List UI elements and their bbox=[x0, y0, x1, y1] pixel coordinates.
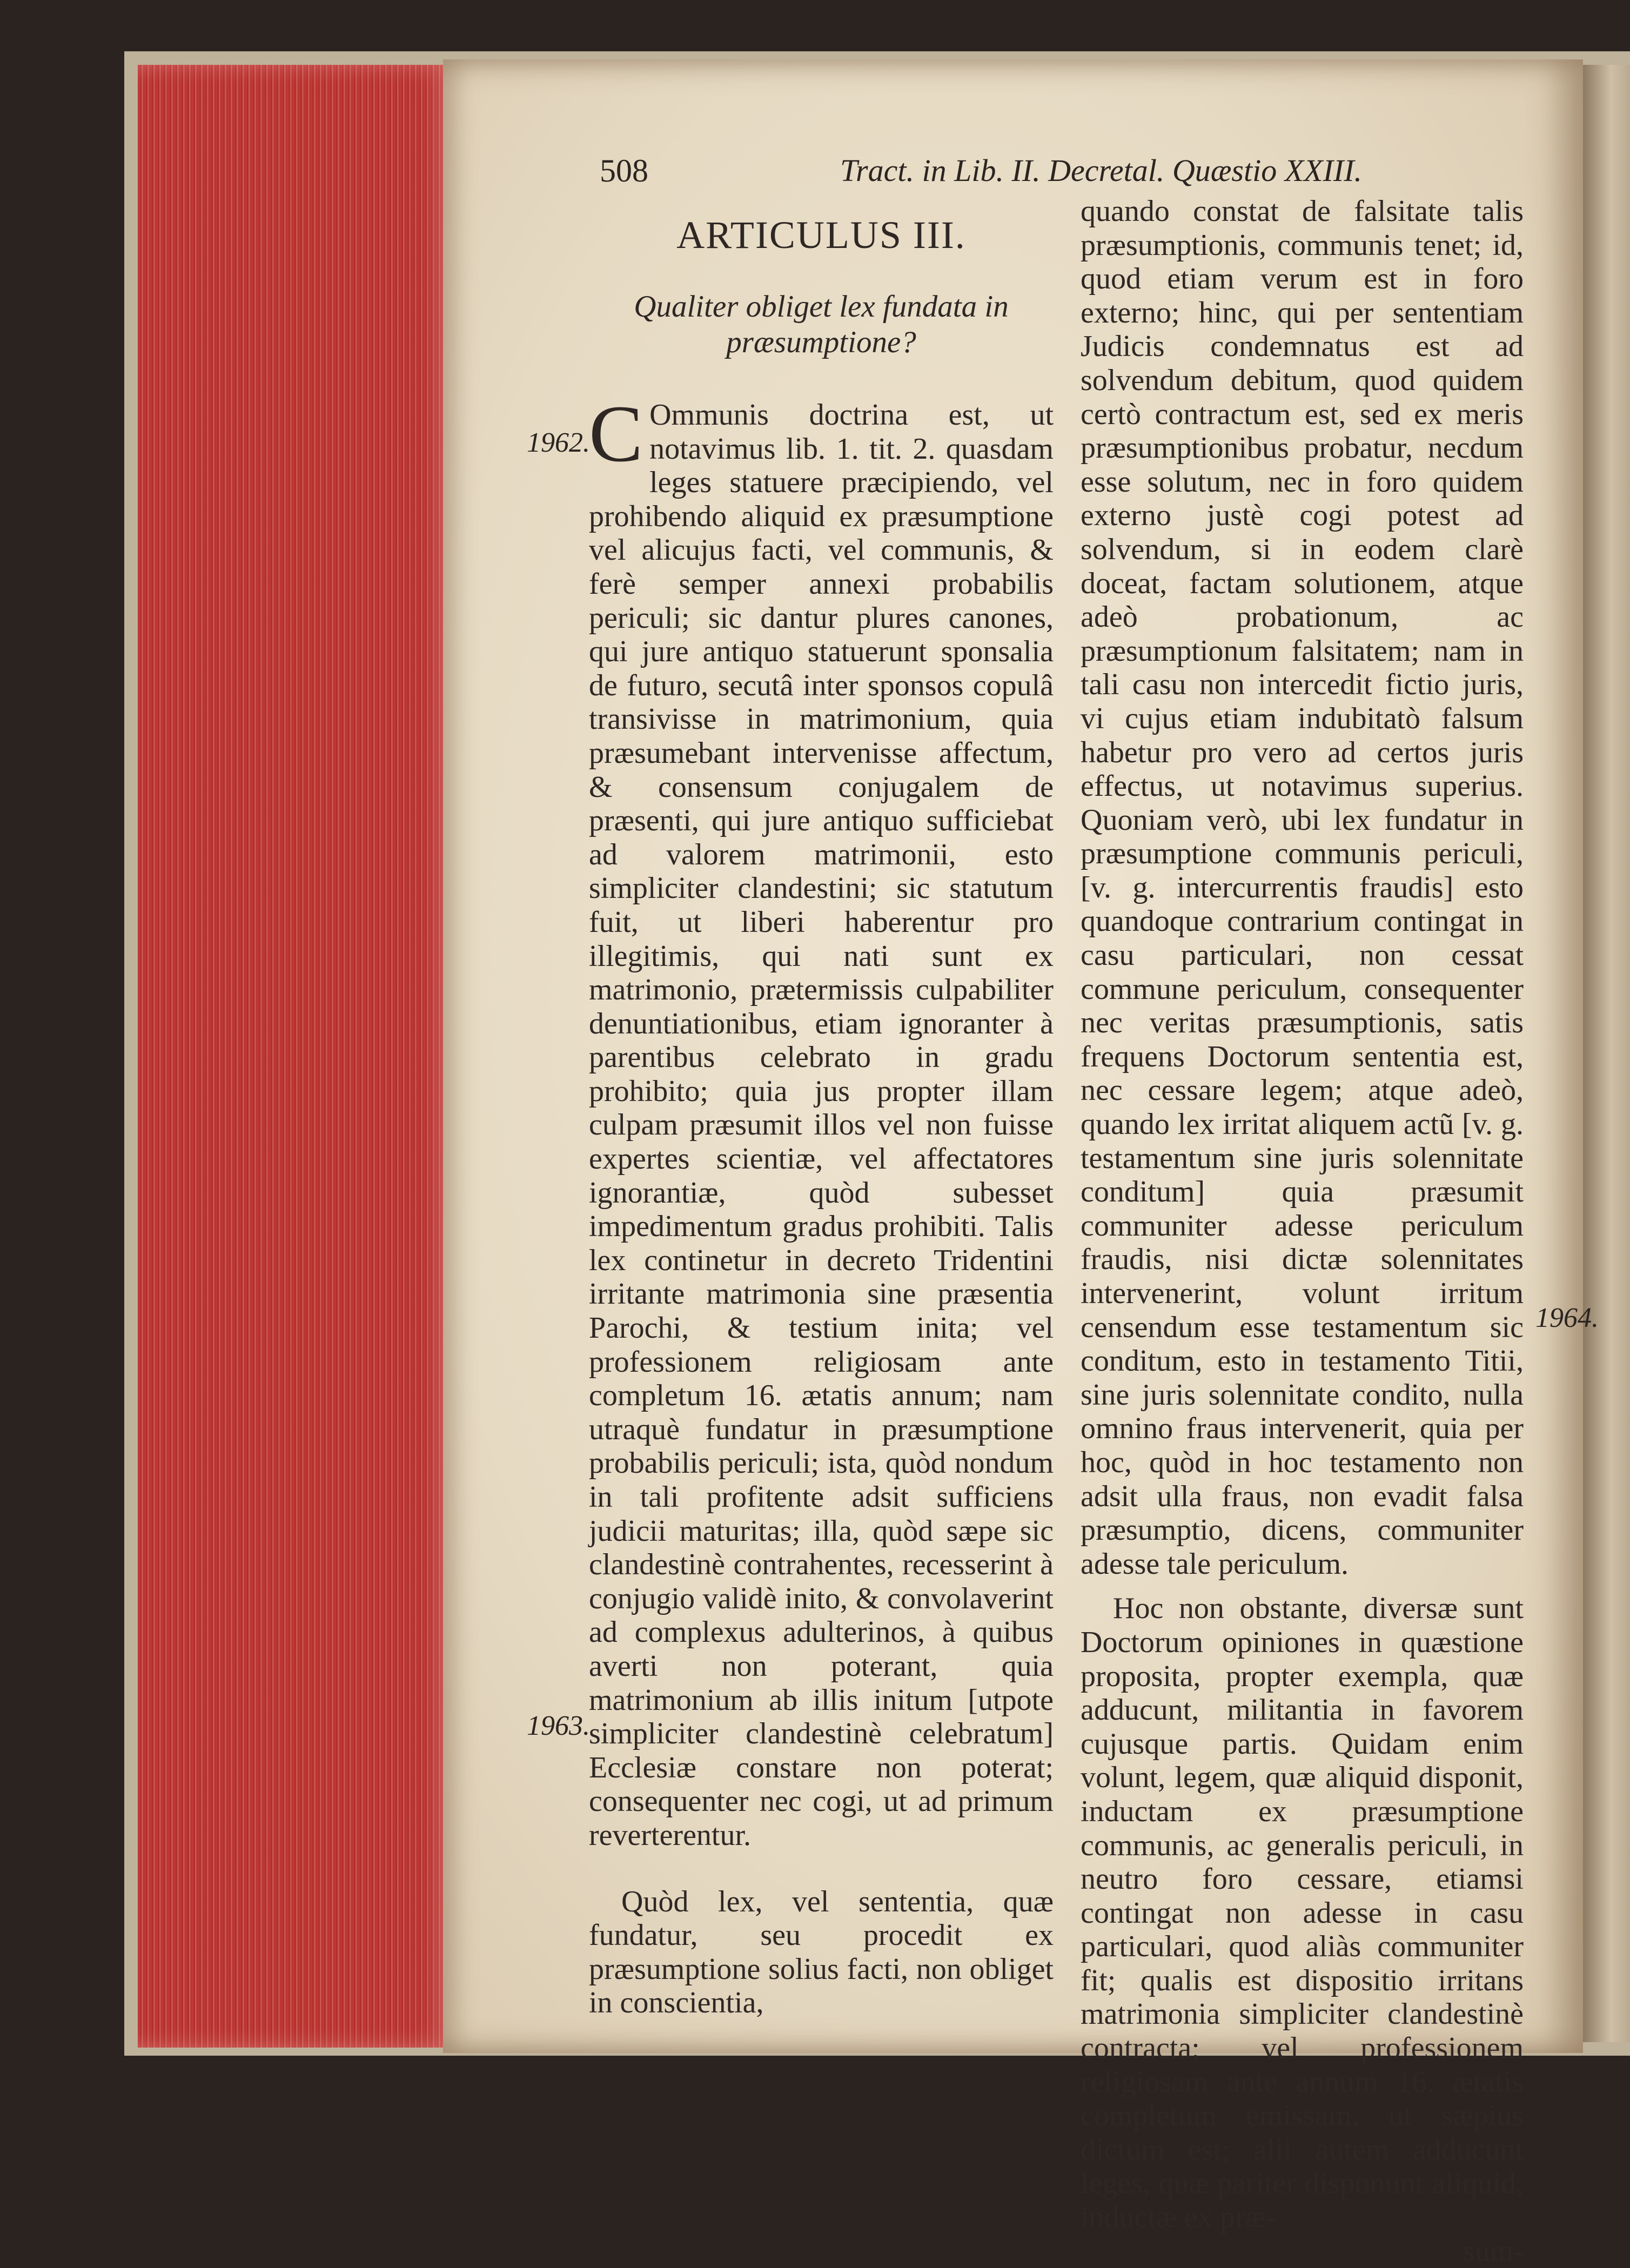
paragraph-1964: Hoc non obstante, diversæ sunt Doctorum opiniones in quæstione proposita, propter exempla, quæ adducunt, militantia in favorem cujusque partis. Quidam enim volunt, legem, quæ aliquid disponit, inductam ex præsumptione communis, ac generalis periculi, in neutro foro cessare, etiamsi contingat non adesse in casu particulari, quod aliàs communiter fit; qualis est dispositio irritans matrimonia simpliciter clandestinè contracta; vel professionem religiosam ante annum 16. ætatis completum emissam, ut sæpius dictum est; alii autem adducunt leges, quæ pariter disponunt aliquid, inductæ ex præ- bbox=[1081, 1592, 1524, 2235]
paragraph-1963: Quòd lex, vel sententia, quæ fundatur, seu procedit ex præsumptione solius facti, non obliget in conscientia, bbox=[589, 1884, 1054, 2020]
running-head: Tract. in Lib. II. Decretal. Quæstio XXIII. bbox=[840, 153, 1363, 188]
paragraph-continued: quando constat de falsitate talis præsumptionis, communis tenet; id, quod etiam verum est in foro externo; hinc, qui per sententiam Judicis condemnatus est ad solvendum debitum, quod quidem certò contractum est, sed ex meris præsumptionibus probatur, necdum esse solutum, nec in foro quidem externo justè cogi potest ad solvendum, si in eodem clarè doceat, factam solutionem, atque adeò probationum, ac præsumptionum falsitatem; nam in tali casu non intercedit fictio juris, vi cujus etiam indubitatò falsum habetur pro vero ad certos juris effectus, ut notavimus superius. Quoniam verò, ubi lex fundatur in præsumptione communis periculi, [v. g. intercurrentis fraudis] esto quandoque contrarium contingat in casu particulari, non cessat commune periculum, consequenter nec veritas præsumptionis, satis frequens Doctorum sententia est, nec cessare legem; atque adeò, quando lex irritat aliquem actũ [v. g. testamentum sine juris solennitate conditum] quia præsumit communiter adesse periculum fraudis, nisi dictæ solennitates intervenerint, volunt irritum censendum esse testamentum sic conditum, esto in testamento Titii, sine juris solennitate condito, nulla omnino fraus intervenerit, quia per hoc, quòd in hoc testamento non adsit ulla fraus, non evadit falsa præsumptio, dicens, communiter adesse tale periculum. bbox=[1081, 194, 1524, 1581]
right-column bbox=[1081, 194, 1524, 2268]
drop-cap: C bbox=[589, 389, 643, 479]
margin-number-1964: 1964. bbox=[1535, 1303, 1599, 1333]
article-subtitle: Qualiter obliget lex fundata in præsumptione? bbox=[634, 290, 1009, 359]
page-number: 508 bbox=[600, 153, 648, 189]
facing-page-edge bbox=[1583, 65, 1630, 2042]
paragraph-1962 bbox=[589, 389, 1054, 1853]
margin-number-1962: 1962. bbox=[527, 427, 590, 458]
margin-number-1963: 1963. bbox=[527, 1710, 590, 1741]
article-title: ARTICULUS III. bbox=[676, 213, 966, 257]
page-edges bbox=[138, 65, 457, 2048]
left-column bbox=[589, 213, 1054, 2020]
paragraph-1962-text: Ommunis doctrina est, ut notavimus lib. 1. tit. 2. quasdam leges statuere præcipiendo, vel prohibendo aliquid ex præsumptione vel alicujus facti, vel communis, & ferè semper annexi probabilis periculi; sic dantur plures canones, qui jure antiquo statuerunt sponsalia de futuro, secutâ inter sponsos copulâ transivisse in matrimonium, quia præsumebant intervenisse affectum, & consensum conjugalem de præsenti, qui jure antiquo sufficiebat ad valorem matrimonii, esto simpliciter clandestini; sic statutum fuit, ut liberi haberentur pro illegitimis, qui nati sunt ex matrimonio, prætermissis culpabiliter denuntiationibus, etiam ignoranter à parentibus celebrato in gradu prohibito; quia jus propter illam culpam præsumit illos vel non fuisse expertes scientiæ, vel affectatores ignorantiæ, quòd subesset impedimentum gradus prohibiti. Talis lex continetur in decreto Tridentini irritante matrimonia sine præsentia Parochi, & testium inita; vel professionem religiosam ante completum 16. ætatis annum; nam utraquè fundatur in præsumptione probabilis periculi; ista, quòd nondum in tali profitente adsit sufficiens judicii maturitas; illa, quòd sæpe sic clandestinè contrahentes, recesserint à conjugio validè inito, & convolaverint ad complexus adulterinos, à quibus averti non poterant, quia matrimonium ab illis initum [utpote simpliciter clandestinè celebratum] Ecclesiæ constare non poterat; consequenter nec cogi, ut ad primum reverterentur. bbox=[589, 398, 1054, 1852]
catchword: sum- bbox=[1463, 2234, 1524, 2268]
